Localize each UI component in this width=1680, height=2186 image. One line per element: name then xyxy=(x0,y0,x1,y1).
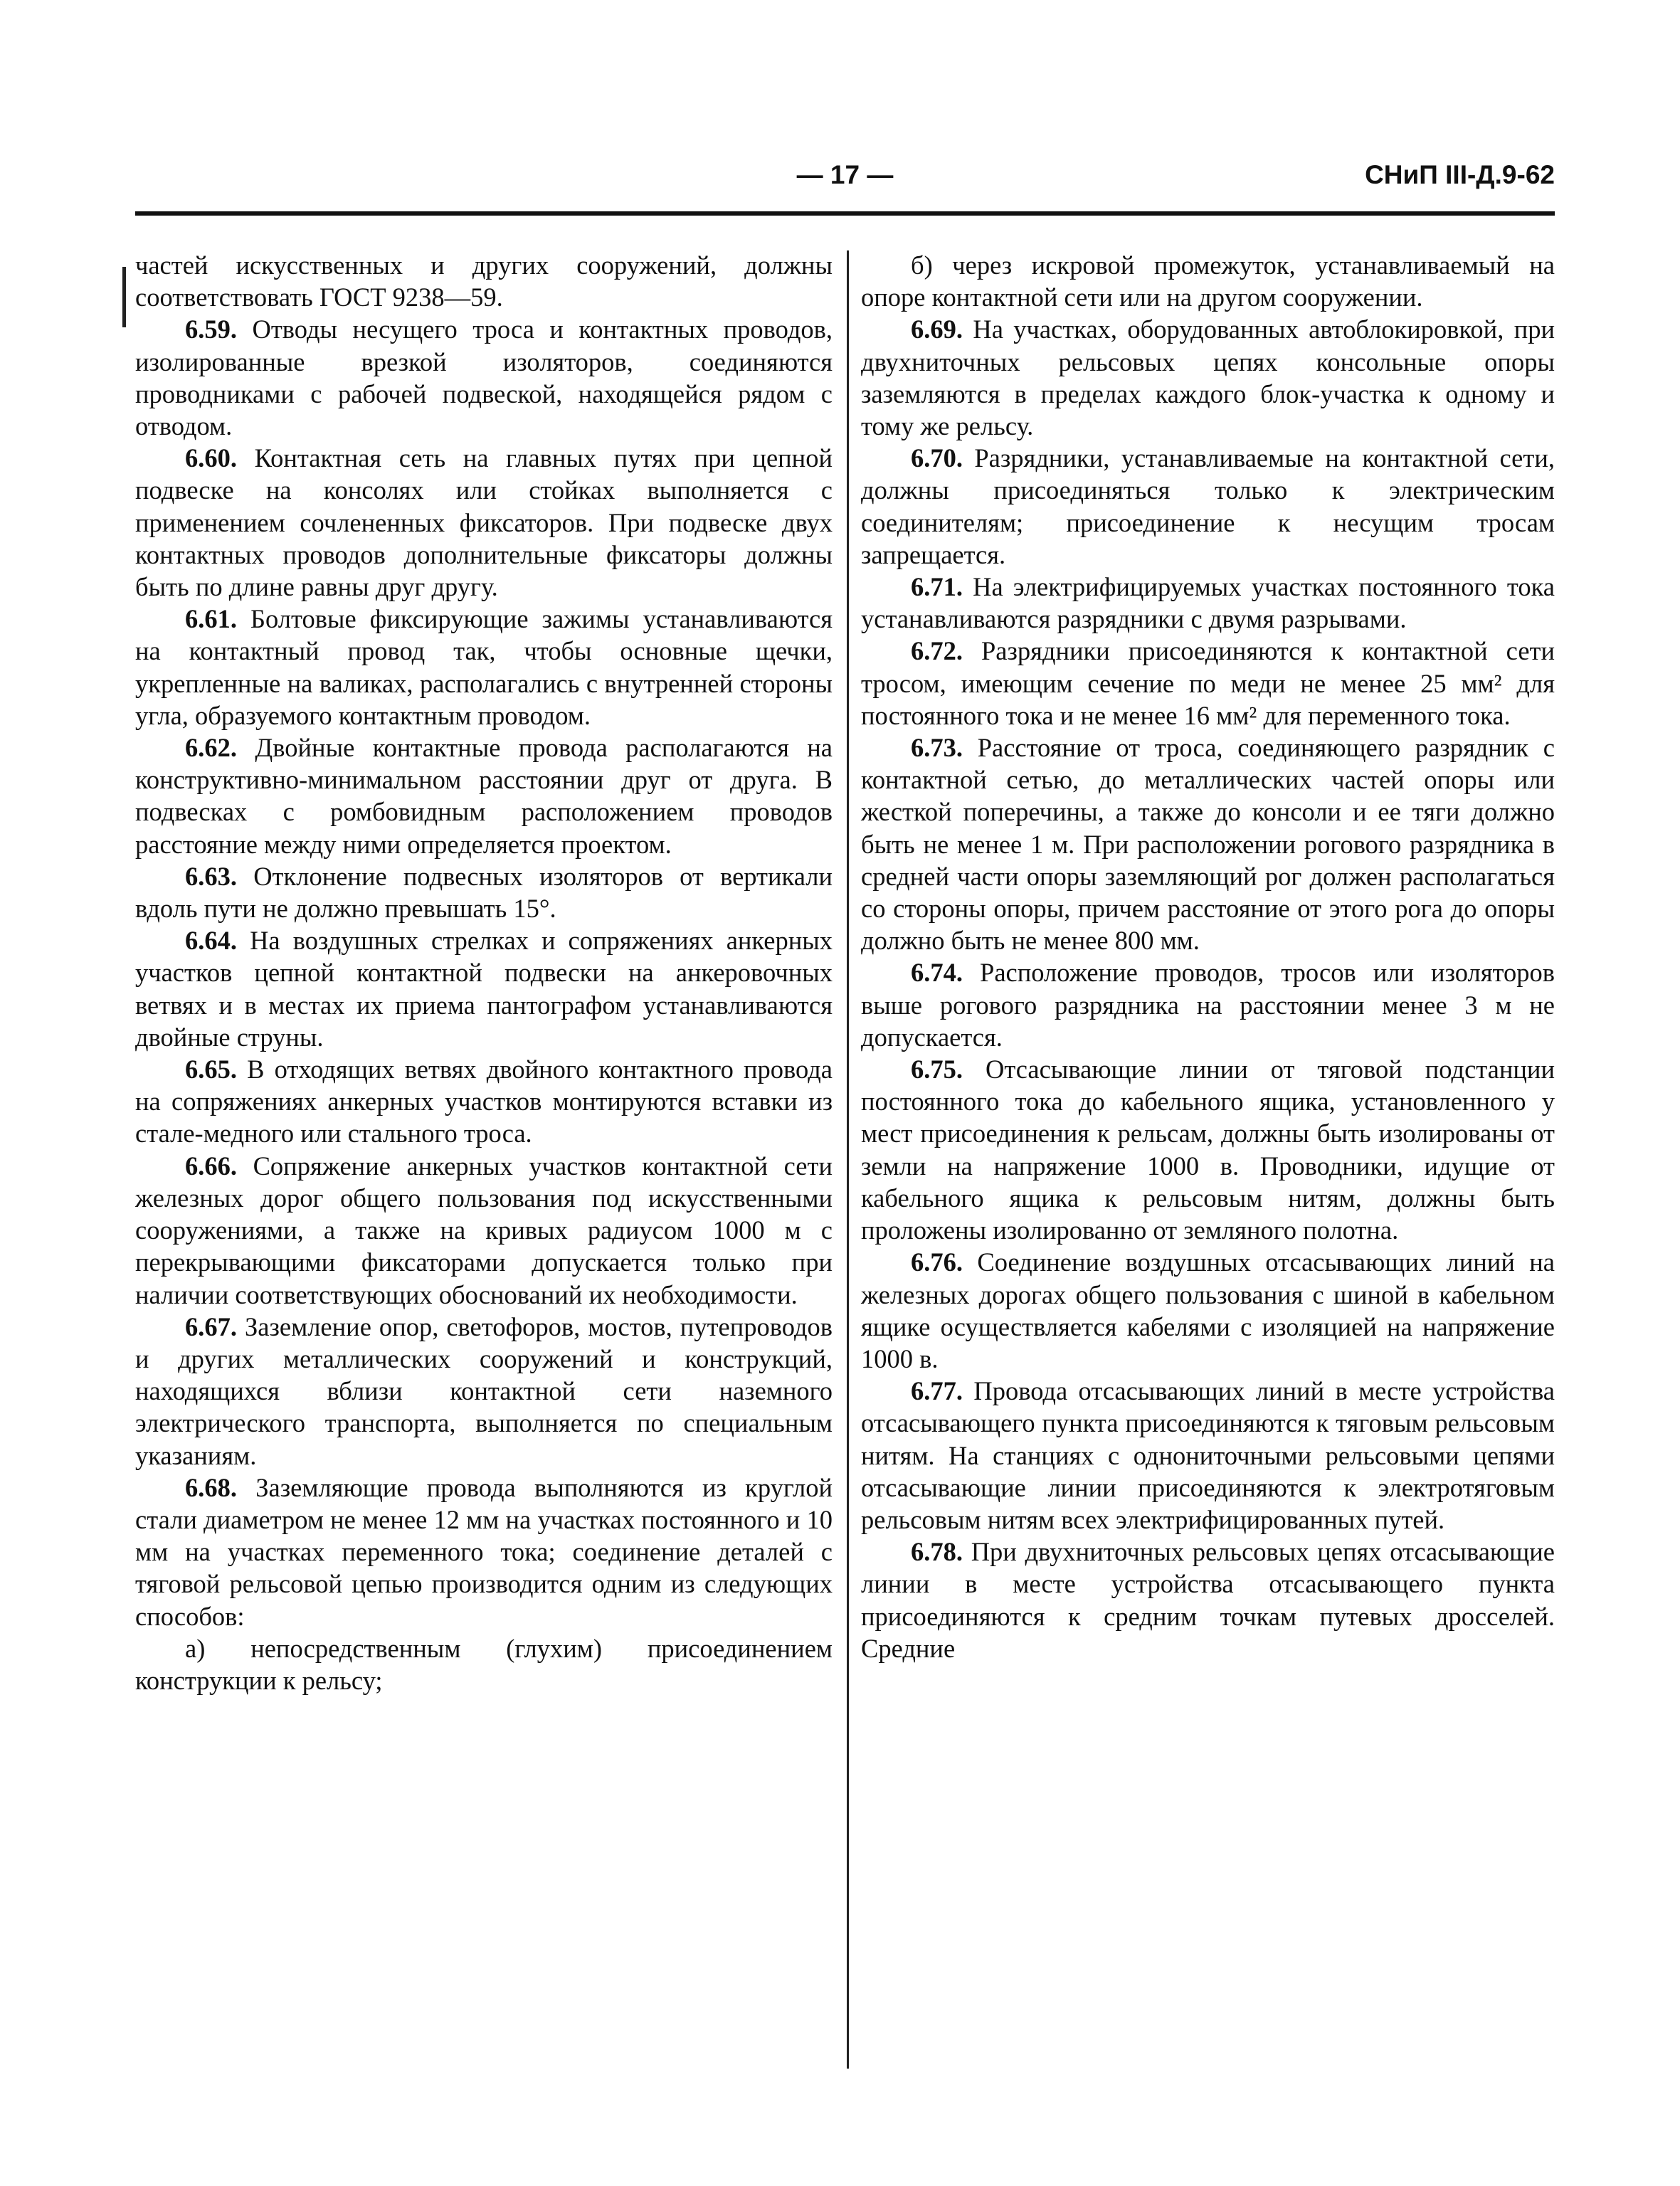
paragraph-number: 6.75. xyxy=(911,1055,963,1084)
paragraph-text: Заземление опор, светофоров, мостов, путепроводов и других металлических сооружений и конструкций, находящихся вблизи контактной сети наземного электрического транспорта, выполняется по специальным указаниям. xyxy=(135,1311,833,1470)
paragraph-number: 6.66. xyxy=(185,1151,237,1181)
paragraph-text: На воздушных стрелках и сопряжениях анкерных участков цепной контактной подвески на анкеровочных ветвях и в местах их приема пантографом устанавливаются двойные струны. xyxy=(135,926,833,1052)
margin-mark xyxy=(122,267,126,327)
paragraph-number: 6.71. xyxy=(911,572,963,602)
paragraph-6-71 xyxy=(861,571,1555,635)
paragraph-text: частей искусственных и других сооружений, должны соответствовать ГОСТ 9238—59. xyxy=(135,250,833,312)
paragraph-number: 6.67. xyxy=(185,1311,237,1341)
paragraph-number: 6.59. xyxy=(185,315,237,344)
paragraph-number: 6.63. xyxy=(185,861,237,891)
paragraph xyxy=(135,249,833,313)
paragraph-number: 6.64. xyxy=(185,926,237,956)
paragraph-text: Отклонение подвесных изоляторов от вертикали вдоль пути не должно превышать 15°. xyxy=(135,861,833,924)
paragraph-text: В отходящих ветвях двойного контактного провода на сопряжениях анкерных участков монтируются вставки из стале-медного или стального троса. xyxy=(135,1055,833,1149)
paragraph-text: Расстояние от троса, соединяющего разрядник с контактной сетью, до металлических частей опоры или жесткой поперечины, а также до консоли и ее тяги должно быть не менее 1 м. При расположении рогового разрядника в средней части опоры заземляющий рог должен располагаться со стороны опоры, причем расстояние от этого рога до опоры должно быть не менее 800 мм. xyxy=(861,733,1555,956)
paragraph-number: 6.72. xyxy=(911,636,963,666)
paragraph-number: 6.60. xyxy=(185,443,237,473)
document-code: СНиП III-Д.9-62 xyxy=(1365,160,1555,189)
paragraph-6-60 xyxy=(135,442,833,603)
left-column xyxy=(135,249,833,1696)
paragraph-text: На участках, оборудованных автоблокировкой, при двухниточных рельсовых цепях консольные опоры заземляются в пределах каждого блок-участка к одному и тому же рельсу. xyxy=(861,315,1555,441)
column-divider xyxy=(847,250,849,2069)
paragraph-6-75 xyxy=(861,1053,1555,1246)
paragraph-number: 6.69. xyxy=(911,315,963,344)
paragraph-text: Заземляющие провода выполняются из круглой стали диаметром не менее 12 мм на участках постоянного и 10 мм на участках переменного тока; соединение деталей с тяговой рельсовой цепью производится одним из следующих способов: xyxy=(135,1472,833,1631)
paragraph-number: 6.62. xyxy=(185,733,237,763)
paragraph-6-69 xyxy=(861,313,1555,442)
paragraph-number: 6.68. xyxy=(185,1472,237,1502)
paragraph-6-78 xyxy=(861,1536,1555,1664)
paragraph-6-77 xyxy=(861,1375,1555,1536)
paragraph-6-74 xyxy=(861,956,1555,1053)
paragraph-number: 6.78. xyxy=(911,1537,963,1567)
paragraph-6-67 xyxy=(135,1311,833,1472)
paragraph-item-b xyxy=(861,249,1555,313)
paragraph-6-65 xyxy=(135,1053,833,1150)
paragraph-text: Разрядники присоединяются к контактной сети тросом, имеющим сечение по меди не менее 25 мм² для постоянного тока и не менее 16 мм² для переменного тока. xyxy=(861,636,1555,730)
paragraph-6-76 xyxy=(861,1246,1555,1375)
paragraph-text: Двойные контактные провода располагаются на конструктивно-минимальном расстоянии друг от друга. В подвесках с ромбовидным расположением проводов расстояние между ними определяется проектом. xyxy=(135,733,833,859)
right-column xyxy=(861,249,1555,1664)
paragraph-text: Отсасывающие линии от тяговой подстанции постоянного тока до кабельного ящика, установленного у мест присоединения к рельсам, должны быть изолированы от земли на напряжение 1000 в. Проводники, идущие от кабельного ящика к рельсовым нитям, должны быть проложены изолированно от земляного полотна. xyxy=(861,1055,1555,1245)
paragraph-text: а) непосредственным (глухим) присоединением конструкции к рельсу; xyxy=(135,1633,833,1695)
paragraph-6-70 xyxy=(861,442,1555,571)
paragraph-text: Отводы несущего троса и контактных проводов, изолированные врезкой изоляторов, соединяются проводниками с рабочей подвеской, находящейся рядом с отводом. xyxy=(135,315,833,441)
paragraph-text: На электрифицируемых участках постоянного тока устанавливаются разрядники с двумя разрывами. xyxy=(861,572,1555,634)
paragraph-6-72 xyxy=(861,635,1555,732)
paragraph-text: Разрядники, устанавливаемые на контактной сети, должны присоединяться только к электрическим соединителям; присоединение к несущим тросам запрещается. xyxy=(861,443,1555,569)
paragraph-6-61 xyxy=(135,603,833,732)
paragraph-text: При двухниточных рельсовых цепях отсасывающие линии в месте устройства отсасывающего пункта присоединяются к средним точкам путевых дросселей. Средние xyxy=(861,1537,1555,1663)
paragraph-text: Болтовые фиксирующие зажимы устанавливаются на контактный провод так, чтобы основные щечки, укрепленные на валиках, располагались с внутренней стороны угла, образуемого контактным проводом. xyxy=(135,604,833,730)
paragraph-number: 6.73. xyxy=(911,733,963,763)
paragraph-6-73 xyxy=(861,732,1555,956)
paragraph-item-a xyxy=(135,1632,833,1696)
paragraph-number: 6.74. xyxy=(911,958,963,988)
paragraph-text: б) через искровой промежуток, устанавливаемый на опоре контактной сети или на другом сооружении. xyxy=(861,250,1555,312)
paragraph-6-63 xyxy=(135,860,833,924)
paragraph-6-68 xyxy=(135,1472,833,1632)
paragraph-number: 6.76. xyxy=(911,1247,963,1277)
paragraph-number: 6.77. xyxy=(911,1376,963,1406)
paragraph-number: 6.61. xyxy=(185,604,237,634)
paragraph-text: Сопряжение анкерных участков контактной сети железных дорог общего пользования под искусственными сооружениями, а также на кривых радиусом 1000 м с перекрывающими фиксаторами допускается только при наличии соответствующих обоснований их необходимости. xyxy=(135,1151,833,1309)
header-rule xyxy=(135,211,1555,216)
paragraph-text: Соединение воздушных отсасывающих линий на железных дорогах общего пользования с шиной в кабельном ящике осуществляется кабелями с изоляцией на напряжение 1000 в. xyxy=(861,1247,1555,1373)
paragraph-6-64 xyxy=(135,924,833,1053)
paragraph-text: Провода отсасывающих линий в месте устройства отсасывающего пункта присоединяются к тяговым рельсовым нитям. На станциях с однониточными рельсовыми цепями отсасывающие линии присоединяются к электротяговым рельсовым нитям всех электрифицированных путей. xyxy=(861,1376,1555,1534)
paragraph-6-59 xyxy=(135,313,833,442)
paragraph-number: 6.65. xyxy=(185,1055,237,1084)
paragraph-6-66 xyxy=(135,1150,833,1311)
page-header xyxy=(135,160,1555,210)
paragraph-text: Расположение проводов, тросов или изоляторов выше рогового разрядника на расстоянии менее 3 м не допускается. xyxy=(861,958,1555,1052)
page-number: — 17 — xyxy=(796,160,894,189)
paragraph-6-62 xyxy=(135,732,833,860)
paragraph-text: Контактная сеть на главных путях при цепной подвеске на консолях или стойках выполняется с применением сочлененных фиксаторов. При подвеске двух контактных проводов дополнительные фиксаторы должны быть по длине равны друг другу. xyxy=(135,443,833,602)
paragraph-number: 6.70. xyxy=(911,443,963,473)
